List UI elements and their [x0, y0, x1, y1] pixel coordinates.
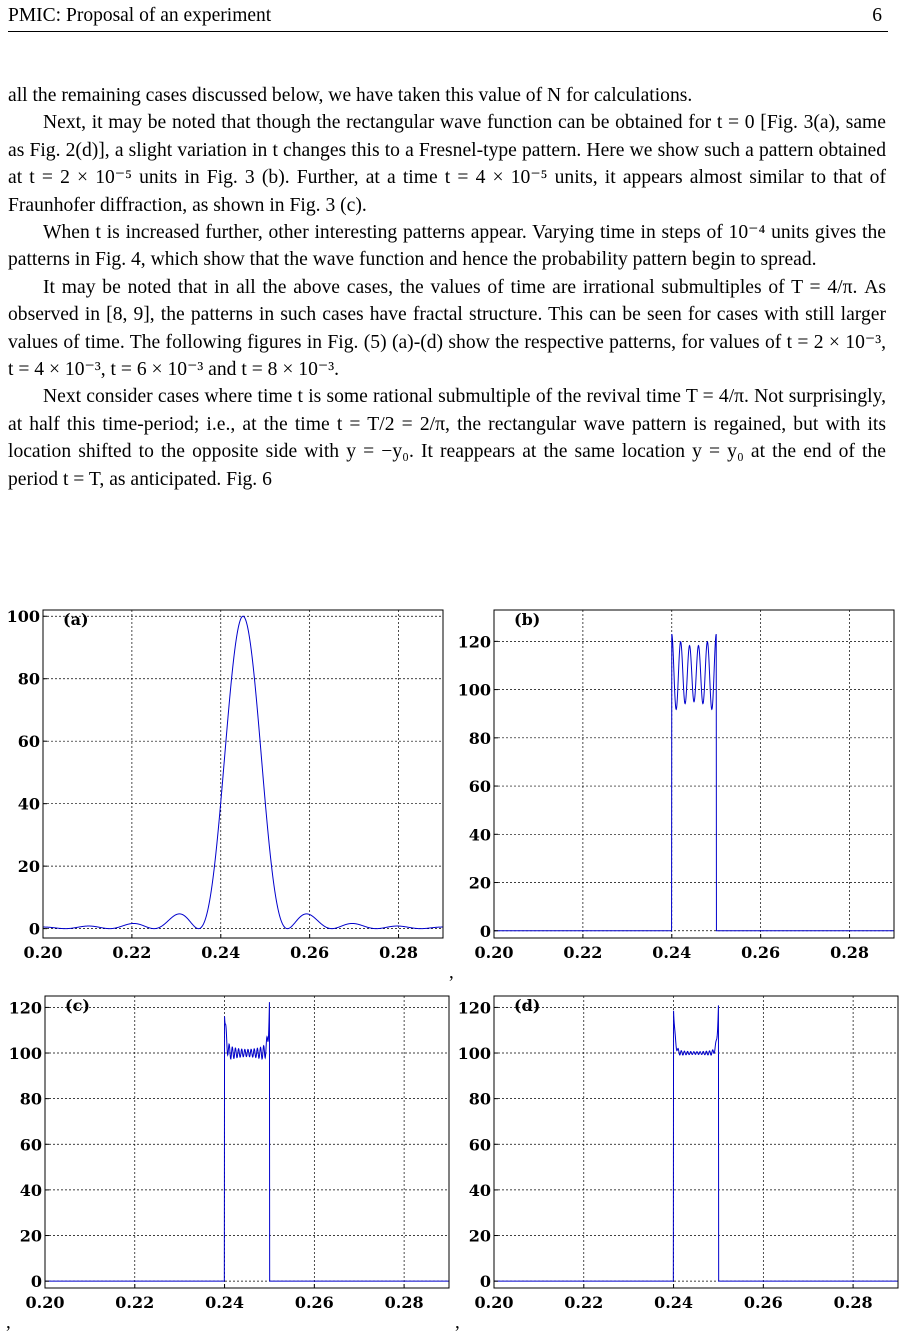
y-tick-label: 80 [17, 669, 40, 689]
x-tick-label: 0.20 [25, 1293, 65, 1312]
x-tick-label: 0.22 [115, 1293, 155, 1312]
x-tick-label: 0.26 [294, 1293, 334, 1312]
plot-frame [494, 996, 898, 1288]
y-tick-label: 80 [468, 728, 491, 748]
y-tick-label: 100 [6, 607, 40, 627]
y-tick-label: 20 [468, 1226, 491, 1246]
y-tick-label: 40 [468, 1180, 491, 1200]
x-tick-label: 0.20 [474, 943, 514, 962]
x-tick-label: 0.20 [474, 1293, 514, 1312]
paragraph-2: Next, it may be noted that though the rectangular wave function can be obtained for t = 0 [Fig. 3(a), same as Fig. 2(d)], a slight variation in t changes this to a Fresnel-type pattern. Here we show such a pattern obtained at t = 2 × 10⁻⁵ units in Fig. 3 (b). Further, at a time t = 4 × 10⁻⁵ units, it appears almost similar to that of Fraunhofer diffraction, as shown in Fig. 3 (c). [8, 112, 886, 216]
panel-label: (a) [63, 610, 89, 629]
y-tick-label: 20 [468, 873, 491, 893]
y-tick-label: 100 [457, 680, 491, 700]
y-tick-label: 0 [479, 921, 491, 941]
x-tick-label: 0.26 [741, 943, 781, 962]
x-tick-label: 0.28 [379, 943, 419, 962]
paragraph-3: When t is increased further, other interesting patterns appear. Varying time in steps of 10⁻⁴ units gives the patterns in Fig. 4, which show that the wave function and hence the probability pattern begin to spread. [8, 222, 886, 271]
x-tick-label: 0.24 [654, 1293, 694, 1312]
y-tick-label: 80 [468, 1089, 491, 1109]
y-tick-label: 20 [19, 1226, 42, 1246]
page-number: 6 [872, 5, 882, 26]
plot-frame [43, 610, 443, 938]
panel-separator: , [455, 1312, 460, 1333]
series-line [45, 1002, 449, 1281]
series-line [43, 616, 443, 928]
page-header [8, 3, 888, 32]
y-tick-label: 60 [17, 732, 40, 752]
figure-panel-b [452, 597, 902, 972]
figure-panel-d [452, 983, 902, 1343]
plot-frame [45, 996, 449, 1288]
x-tick-label: 0.22 [563, 943, 603, 962]
series-line [494, 1005, 898, 1281]
series-line [494, 634, 894, 931]
y-tick-label: 0 [28, 919, 40, 939]
x-tick-label: 0.26 [290, 943, 330, 962]
panel-label: (d) [514, 996, 541, 1015]
panel-label: (c) [65, 996, 90, 1015]
figure-panel-c [0, 983, 450, 1343]
running-title: PMIC: Proposal of an experiment [8, 5, 272, 26]
y-tick-label: 100 [8, 1044, 42, 1064]
paragraph-4: It may be noted that in all the above cases, the values of time are irrational submultiples of T = 4/π. As observed in [8, 9], the patterns in such cases have fractal structure. This can be seen for cases with still larger values of time. The following figures in Fig. (5) (a)-(d) show the respective patterns, for values of t = 2 × 10⁻³, t = 4 × 10⁻³, t = 6 × 10⁻³ and t = 8 × 10⁻³. [8, 276, 886, 381]
y-tick-label: 0 [30, 1272, 42, 1292]
y-tick-label: 60 [468, 1135, 491, 1155]
panel-separator: , [449, 962, 454, 983]
y-tick-label: 40 [17, 794, 40, 814]
x-tick-label: 0.22 [564, 1293, 604, 1312]
body-text [8, 82, 886, 493]
plot-frame [494, 610, 894, 938]
x-tick-label: 0.22 [112, 943, 152, 962]
y-tick-label: 60 [468, 777, 491, 797]
y-tick-label: 120 [457, 998, 491, 1018]
x-tick-label: 0.20 [23, 943, 63, 962]
y-tick-label: 120 [457, 632, 491, 652]
x-tick-label: 0.28 [833, 1293, 873, 1312]
y-tick-label: 20 [17, 857, 40, 877]
y-tick-label: 0 [479, 1272, 491, 1292]
x-tick-label: 0.24 [205, 1293, 245, 1312]
y-tick-label: 120 [8, 998, 42, 1018]
y-tick-label: 40 [468, 825, 491, 845]
x-tick-label: 0.26 [743, 1293, 783, 1312]
paragraph-5: Next consider cases where time t is some rational submultiple of the revival time T = 4/π. Not surprisingly, at half this time-period; i.e., at the time t = T/2 = 2/π, the rectangular wave pattern is regained, but with its location shifted to the opposite side with y = −y₀. It reappears at the same location y = y₀ at the end of the period t = T, as anticipated. Fig. 6 [8, 386, 886, 490]
panel-label: (b) [514, 610, 541, 629]
paragraph-1: all the remaining cases discussed below, we have taken this value of N for calculations. [8, 85, 693, 106]
x-tick-label: 0.28 [830, 943, 870, 962]
figure-panel-a [0, 597, 450, 972]
x-tick-label: 0.24 [201, 943, 241, 962]
y-tick-label: 40 [19, 1180, 42, 1200]
x-tick-label: 0.28 [384, 1293, 424, 1312]
x-tick-label: 0.24 [652, 943, 692, 962]
y-tick-label: 100 [457, 1044, 491, 1064]
y-tick-label: 60 [19, 1135, 42, 1155]
y-tick-label: 80 [19, 1089, 42, 1109]
panel-separator: , [6, 1312, 11, 1333]
